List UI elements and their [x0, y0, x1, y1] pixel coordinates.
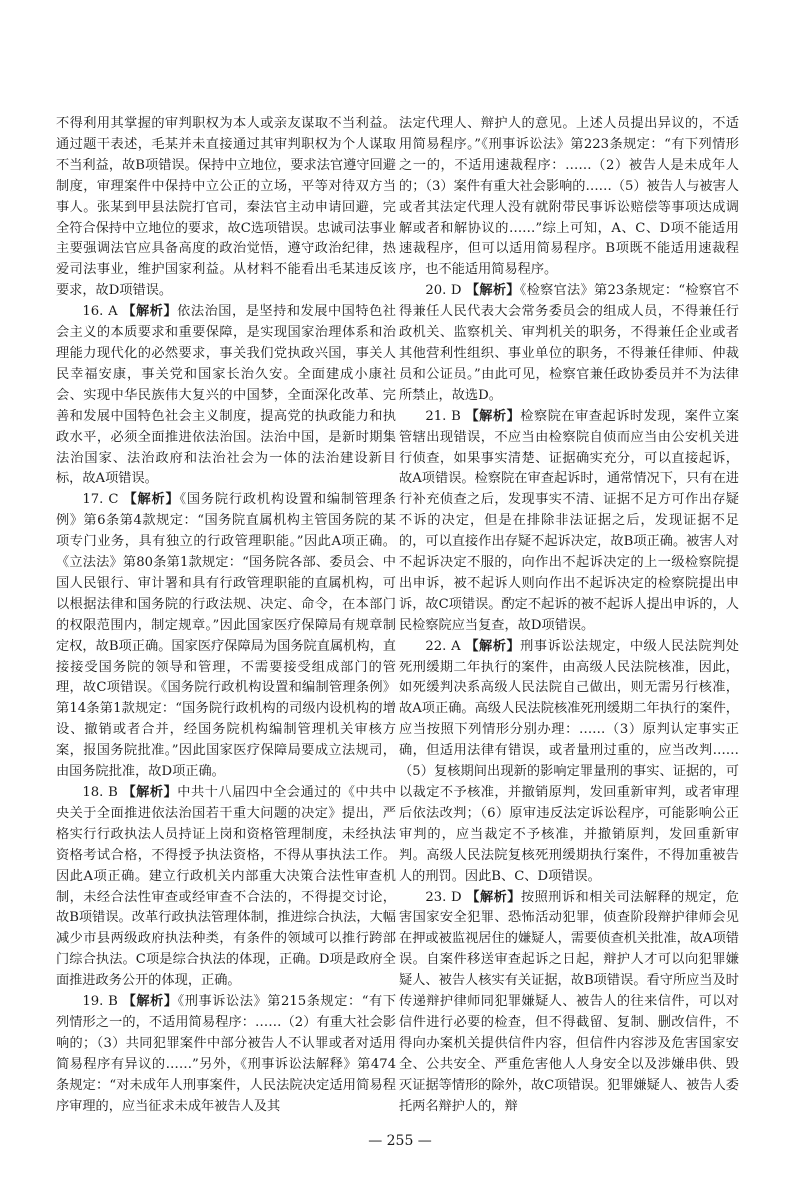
answer-number: 18. B [82, 785, 118, 800]
paragraph-text: 按照刑诉和相关司法解释的规定，危害国家安全犯罪、恐怖活动犯罪，侦查阶段辩护律师会见在押或被监视居住的嫌疑人，需要侦查机关批准，故A项错误。自案件移送审查起诉之日起，辩护人才可以向犯罪嫌疑人、被告人核实有关证据，故B项错误。看守所应当及时传递辩护律师同犯罪嫌疑人、被告人的往来信件，可以对信件进行必要的检查，但不得截留、复制、删改信件，不得向办案机关提供信件内容，但信件内容涉及危害国家安全、公共安全、严重危害他人人身安全以及涉嫌串供、毁灭证据等情形的除外，故C项错误。犯罪嫌疑人、被告人委托两名辩护人的，辩 [399, 889, 739, 1114]
right-text-column [399, 114, 739, 1118]
continued-paragraph [399, 114, 739, 281]
answer-paragraph [56, 992, 396, 1117]
answer-paragraph [399, 407, 739, 637]
answer-number: 21. B [425, 408, 461, 424]
paragraph-text: 《刑事诉讼法》第215条规定：“有下列情形之一的，不适用简易程序：……（2）有重大社会影响的；（3）共同犯罪案件中部分被告人不认罪或者对适用简易程序有异议的……”另外，《刑事诉讼法解释》第474条规定：“对未成年人刑事案件，人民法院决定适用简易程序审理的，应当征求未成年被告人及其 [56, 994, 397, 1114]
left-text-column [56, 114, 396, 1118]
analysis-tag: 【解析】 [465, 283, 520, 299]
paragraph-text: 中共十八届四中全会通过的《中共中央关于全面推进依法治国若干重大问题的决定》提出，严格实行行政执法人员持证上岗和资格管理制度，未经执法资格考试合格，不得授予执法资格，不得从事执法工作。因此A项正确。建立行政机关内部重大决策合法性审查机制，未经合法性审查或经审查不合法的，不得提交讨论，故B项错误。改革行政执法管理体制，推进综合执法，大幅减少市县两级政府执法种类，有条件的领域可以推行跨部门综合执法。C项是综合执法的体现，正确。D项是政府全面推进政务公开的体现，正确。 [56, 785, 397, 989]
answer-paragraph [399, 888, 739, 1118]
analysis-tag: 【解析】 [123, 492, 180, 508]
analysis-tag: 【解析】 [465, 408, 521, 424]
paragraph-text: 依法治国，是坚持和发展中国特色社会主义的本质要求和重要保障，是实现国家治理体系和治理能力现代化的必然要求，事关我们党执政兴国，事关人民幸福安康，事关党和国家长治久安。全面建成小康社会、实现中华民族伟大复兴的中国梦，全面深化改革、完善和发展中国特色社会主义制度，提高党的执政能力和执政水平，必须全面推进依法治国。法治中国，是新时期集法治国家、法治政府和法治社会为一体的法治建设新目标，故A项错误。 [56, 304, 396, 487]
answer-number: 16. A [82, 304, 118, 320]
analysis-tag: 【解析】 [122, 994, 178, 1010]
answer-number: 17. C [82, 492, 119, 508]
paragraph-text: 法定代理人、辩护人的意见。上述人员提出异议的，不适用简易程序。”《刑事诉讼法》第223条规定：“有下列情形之一的，不适用速裁程序：……（2）被告人是未成年人的；（3）案件有重大社会影响的……（5）被告人与被害人或者其法定代理人没有就附带民事诉讼赔偿等事项达成调解或者和解协议的……”综上可知，A、C、D项不能适用速裁程序，但可以适用简易程序。B项既不能适用速裁程序，也不能适用简易程序。 [399, 116, 739, 278]
continued-paragraph [56, 114, 396, 302]
answer-paragraph [56, 302, 396, 490]
paragraph-text: 刑事诉讼法规定，中级人民法院判处死刑缓期二年执行的案件，由高级人民法院核准，因此，如死缓判决系高级人民法院自己做出，则无需另行核准，故A项正确。高级人民法院核准死刑缓期二年执行的案件，应当按照下列情形分别办理：……（3）原判认定事实正确，但适用法律有错误，或者量刑过重的，应当改判……（5）复核期间出现新的影响定罪量刑的事实、证据的，可以裁定不予核准，并撤销原判，发回重新审判，或者审理后依法改判；（6）原审违反法定诉讼程序，可能影响公正审判的，应当裁定不予核准，并撤销原判，发回重新审判。高级人民法院复核死刑缓期执行案件，不得加重被告人的刑罚。因此B、C、D项错误。 [399, 638, 739, 884]
answer-paragraph [56, 490, 396, 783]
paragraph-text: 不得利用其掌握的审判职权为本人或亲友谋取不当利益。通过题干表述，毛某并未直接通过其审判职权为个人谋取不当利益，故B项错误。保持中立地位，要求法官遵守回避制度，审理案件中保持中立公正的立场，平等对待双方当事人。张某到甲县法院打官司，秦法官主动申请回避，完全符合保持中立地位的要求，故C选项错误。忠诚司法事业主要强调法官应具备高度的政治觉悟，遵守政治纪律，热爱司法事业，维护国家利益。从材料不能看出毛某违反该要求，故D项错误。 [56, 116, 396, 299]
analysis-tag: 【解析】 [466, 889, 521, 905]
paragraph-text: 《检察官法》第23条规定：“检察官不得兼任人民代表大会常务委员会的组成人员，不得兼任行政机关、监察机关、审判机关的职务，不得兼任企业或者其他营利性组织、事业单位的职务，不得兼任律师、仲裁员和公证员。”由此可见，检察官兼任政协委员并不为法律所禁止，故选D。 [399, 283, 740, 403]
analysis-tag: 【解析】 [122, 785, 178, 800]
answer-paragraph [399, 637, 739, 888]
analysis-tag: 【解析】 [122, 304, 178, 320]
answer-number: 23. D [425, 889, 462, 905]
answer-paragraph [56, 783, 396, 992]
answer-number: 22. A [425, 638, 461, 654]
answer-number: 19. B [82, 994, 118, 1010]
page-number: — 255 — [368, 1133, 432, 1149]
answer-number: 20. D [425, 283, 462, 299]
paragraph-text: 检察院在审查起诉时发现，案件立案管辖出现错误，不应当由检察院自侦而应当由公安机关进行侦查，如果事实清楚、证据确实充分，可以直接起诉，故A项错误。检察院在审查起诉时，通常情况下，只有在进行补充侦查之后，发现事实不清、证据不足方可作出存疑不诉的决定，但是在排除非法证据之后，发现证据不足的，可以直接作出存疑不起诉决定，故B项正确。被害人对不起诉决定不服的，向作出不起诉决定的上一级检察院提出申诉，被不起诉人则向作出不起诉决定的检察院提出申诉，故C项错误。酌定不起诉的被不起诉人提出申诉的，人民检察院应当复查，故D项错误。 [399, 408, 740, 633]
paragraph-text: 《国务院行政机构设置和编制管理条例》第6条第4款规定：“国务院直属机构主管国务院的某项专门业务，具有独立的行政管理职能。”因此A项正确。《立法法》第80条第1款规定：“国务院各部、委员会、中国人民银行、审计署和具有行政管理职能的直属机构，可以根据法律和国务院的行政法规、决定、命令，在本部门的权限范围内，制定规章。”因此国家医疗保障局有规章制定权，故B项正确。国家医疗保障局为国务院直属机构，直接接受国务院的领导和管理，不需要接受组成部门的管理，故C项错误。《国务院行政机构设置和编制管理条例》第14条第1款规定：“国务院行政机构的司级内设机构的增设、撤销或者合并，经国务院机构编制管理机关审核方案，报国务院批准。”因此国家医疗保障局要成立法规司，由国务院批准，故D项正确。 [56, 492, 397, 780]
analysis-tag: 【解析】 [465, 638, 521, 654]
answer-paragraph [399, 281, 739, 406]
